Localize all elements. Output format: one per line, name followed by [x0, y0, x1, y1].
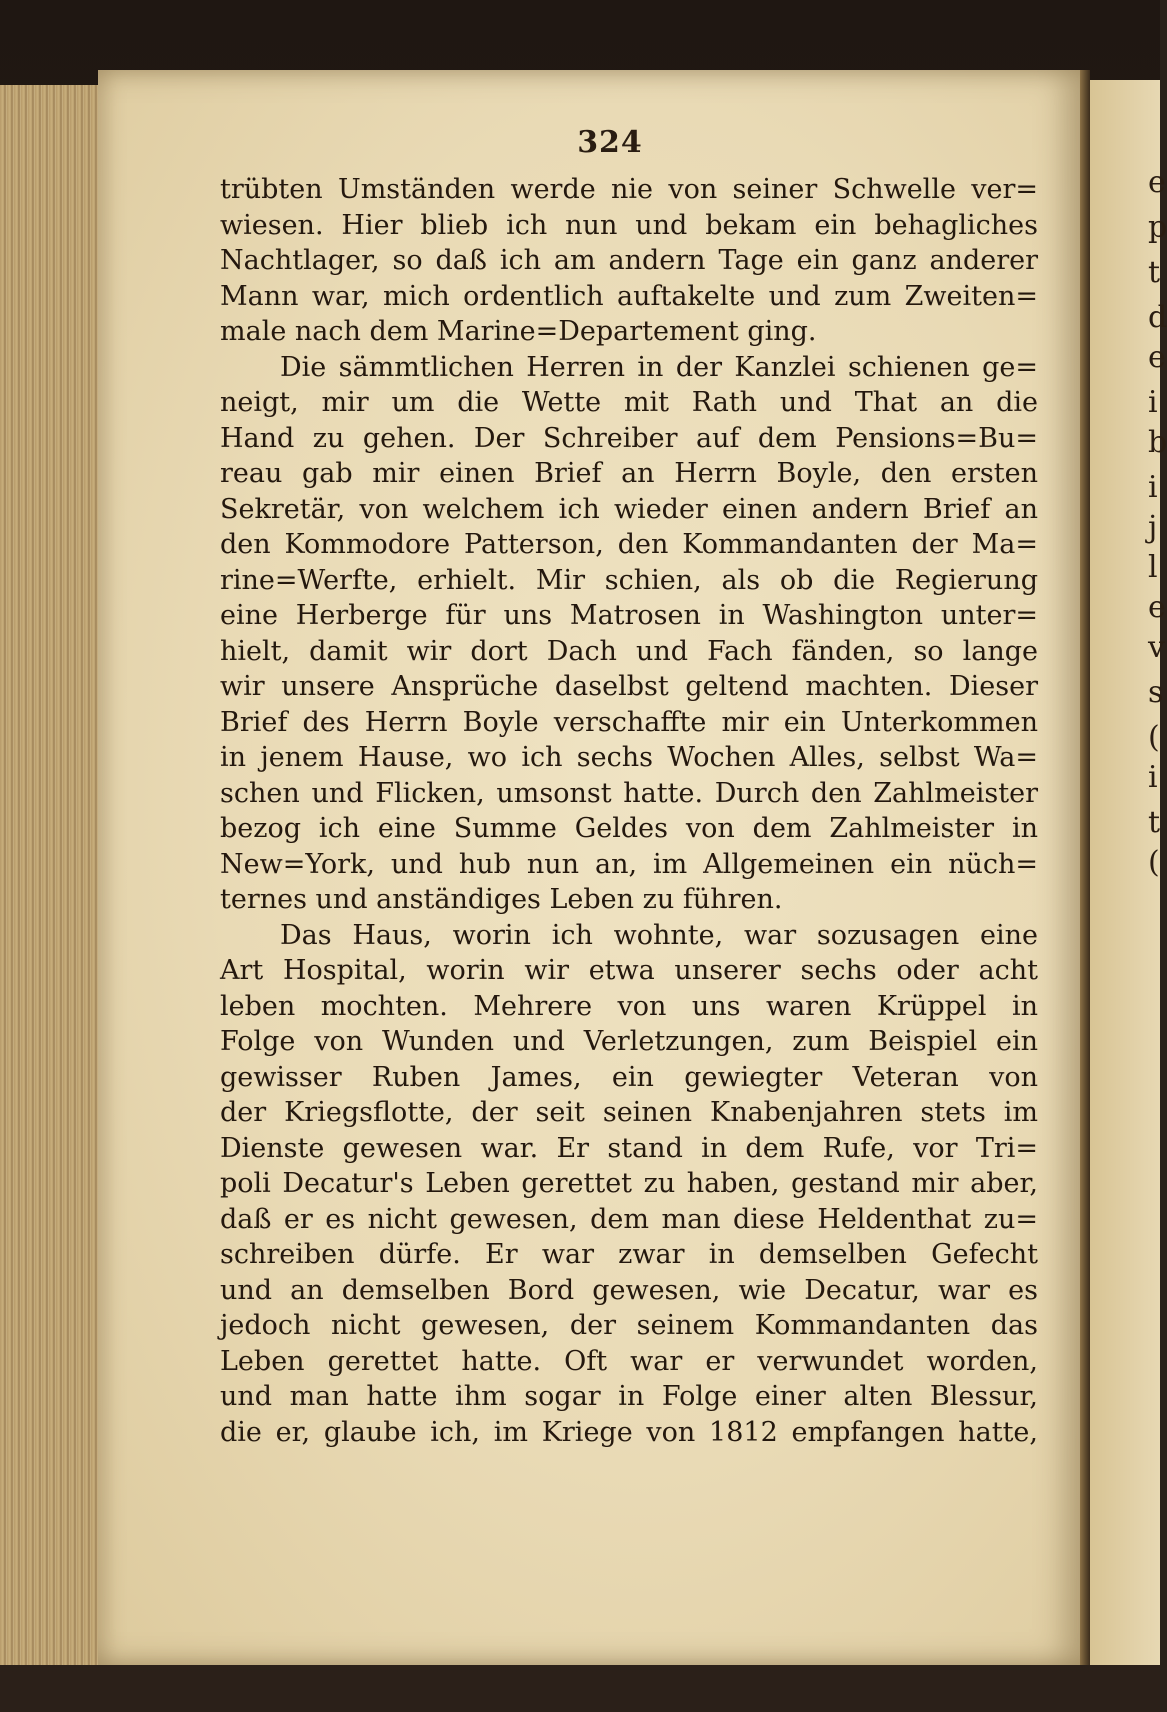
- facing-page-letter: i: [1148, 470, 1158, 505]
- facing-page-letter: e: [1148, 590, 1166, 625]
- facing-page-letter: p: [1148, 210, 1167, 245]
- text-line: in jenem Hause, wo ich sechs Wochen Alles, selbst Wa=: [220, 742, 1038, 773]
- facing-page-letter: i: [1148, 385, 1158, 420]
- text-line: poli Decatur's Leben gerettet zu haben, gestand mir aber,: [220, 1168, 1038, 1199]
- text-line: und man hatte ihm sogar in Folge einer alten Blessur,: [220, 1381, 1038, 1412]
- text-line: daß er es nicht gewesen, dem man diese Heldenthat zu=: [220, 1203, 1038, 1235]
- text-line: Sekretär, von welchem ich wieder einen andern Brief an: [220, 493, 1038, 525]
- text-line: wir unsere Ansprüche daselbst geltend machten. Dieser: [220, 671, 1038, 702]
- facing-page-letter: (: [1148, 845, 1160, 880]
- text-line: hielt, damit wir dort Dach und Fach fänden, so lange: [220, 635, 1038, 667]
- text-line: den Kommodore Patterson, den Kommandanten der Ma=: [220, 529, 1038, 560]
- text-line: New=York, und hub nun an, im Allgemeinen ein nüch=: [220, 848, 1038, 880]
- text-line: schen und Flicken, umsonst hatte. Durch den Zahlmeister: [220, 777, 1038, 809]
- text-line: Dienste gewesen war. Er stand in dem Rufe, vor Tri=: [220, 1132, 1038, 1164]
- facing-page-letter: e: [1148, 165, 1166, 200]
- text-line: leben mochten. Mehrere von uns waren Krüppel in: [220, 990, 1038, 1022]
- facing-page-letter: s: [1148, 675, 1164, 710]
- text-line: Leben gerettet hatte. Oft war er verwundet worden,: [220, 1345, 1038, 1377]
- text-line: Art Hospital, worin wir etwa unserer sechs oder acht: [220, 955, 1038, 986]
- body-text: [220, 172, 1038, 1450]
- text-line: rine=Werfte, erhielt. Mir schien, als ob die Regierung: [220, 564, 1038, 596]
- text-line: male nach dem Marine=Departement ging.: [220, 316, 817, 347]
- text-line: Die sämmtlichen Herren in der Kanzlei schienen ge=: [280, 351, 1038, 383]
- text-line: ternes und anständiges Leben zu führen.: [220, 884, 783, 915]
- facing-page-letter: (: [1148, 720, 1160, 755]
- text-line: die er, glaube ich, im Kriege von 1812 empfangen hatte,: [220, 1416, 1038, 1448]
- text-line: und an demselben Bord gewesen, wie Decatur, war es: [220, 1274, 1038, 1306]
- text-line: reau gab mir einen Brief an Herrn Boyle, den ersten: [220, 458, 1038, 489]
- text-line: Nachtlager, so daß ich am andern Tage ein ganz anderer: [220, 245, 1038, 276]
- facing-page-letter: i: [1148, 760, 1158, 795]
- text-line: wiesen. Hier blieb ich nun und bekam ein behagliches: [220, 209, 1038, 241]
- text-line: Mann war, mich ordentlich auftakelte und zum Zweiten=: [220, 280, 1038, 312]
- text-line: der Kriegsflotte, der seit seinen Knabenjahren stets im: [220, 1097, 1038, 1128]
- book-gutter: [1080, 70, 1090, 1665]
- facing-page-letter: j: [1148, 510, 1158, 545]
- text-line: eine Herberge für uns Matrosen in Washington unter=: [220, 600, 1038, 631]
- text-line: Folge von Wunden und Verletzungen, zum Beispiel ein: [220, 1026, 1038, 1057]
- text-line: Hand zu gehen. Der Schreiber auf dem Pensions=Bu=: [220, 422, 1038, 454]
- facing-page-letter: l: [1148, 550, 1158, 585]
- text-line: jedoch nicht gewesen, der seinem Kommandanten das: [220, 1310, 1038, 1341]
- text-line: Das Haus, worin ich wohnte, war sozusagen eine: [280, 919, 1038, 951]
- text-line: neigt, mir um die Wette mit Rath und That an die: [220, 387, 1038, 418]
- facing-page-letter: v: [1148, 630, 1165, 665]
- text-line: gewisser Ruben James, ein gewiegter Veteran von: [220, 1061, 1038, 1093]
- page-number: 324: [577, 125, 643, 160]
- facing-page-letter: t: [1148, 255, 1161, 290]
- text-line: bezog ich eine Summe Geldes von dem Zahlmeister in: [220, 813, 1038, 844]
- facing-page-letter: b: [1148, 425, 1167, 460]
- facing-page-letter: t: [1148, 805, 1161, 840]
- text-line: schreiben dürfe. Er war zwar in demselben Gefecht: [220, 1239, 1038, 1270]
- page-stack-edge: [0, 85, 102, 1665]
- text-line: trübten Umständen werde nie von seiner Schwelle ver=: [220, 174, 1038, 205]
- text-line: Brief des Herrn Boyle verschaffte mir ein Unterkommen: [220, 706, 1038, 738]
- facing-page-letter: d: [1148, 300, 1167, 335]
- facing-page-letter: e: [1148, 340, 1166, 375]
